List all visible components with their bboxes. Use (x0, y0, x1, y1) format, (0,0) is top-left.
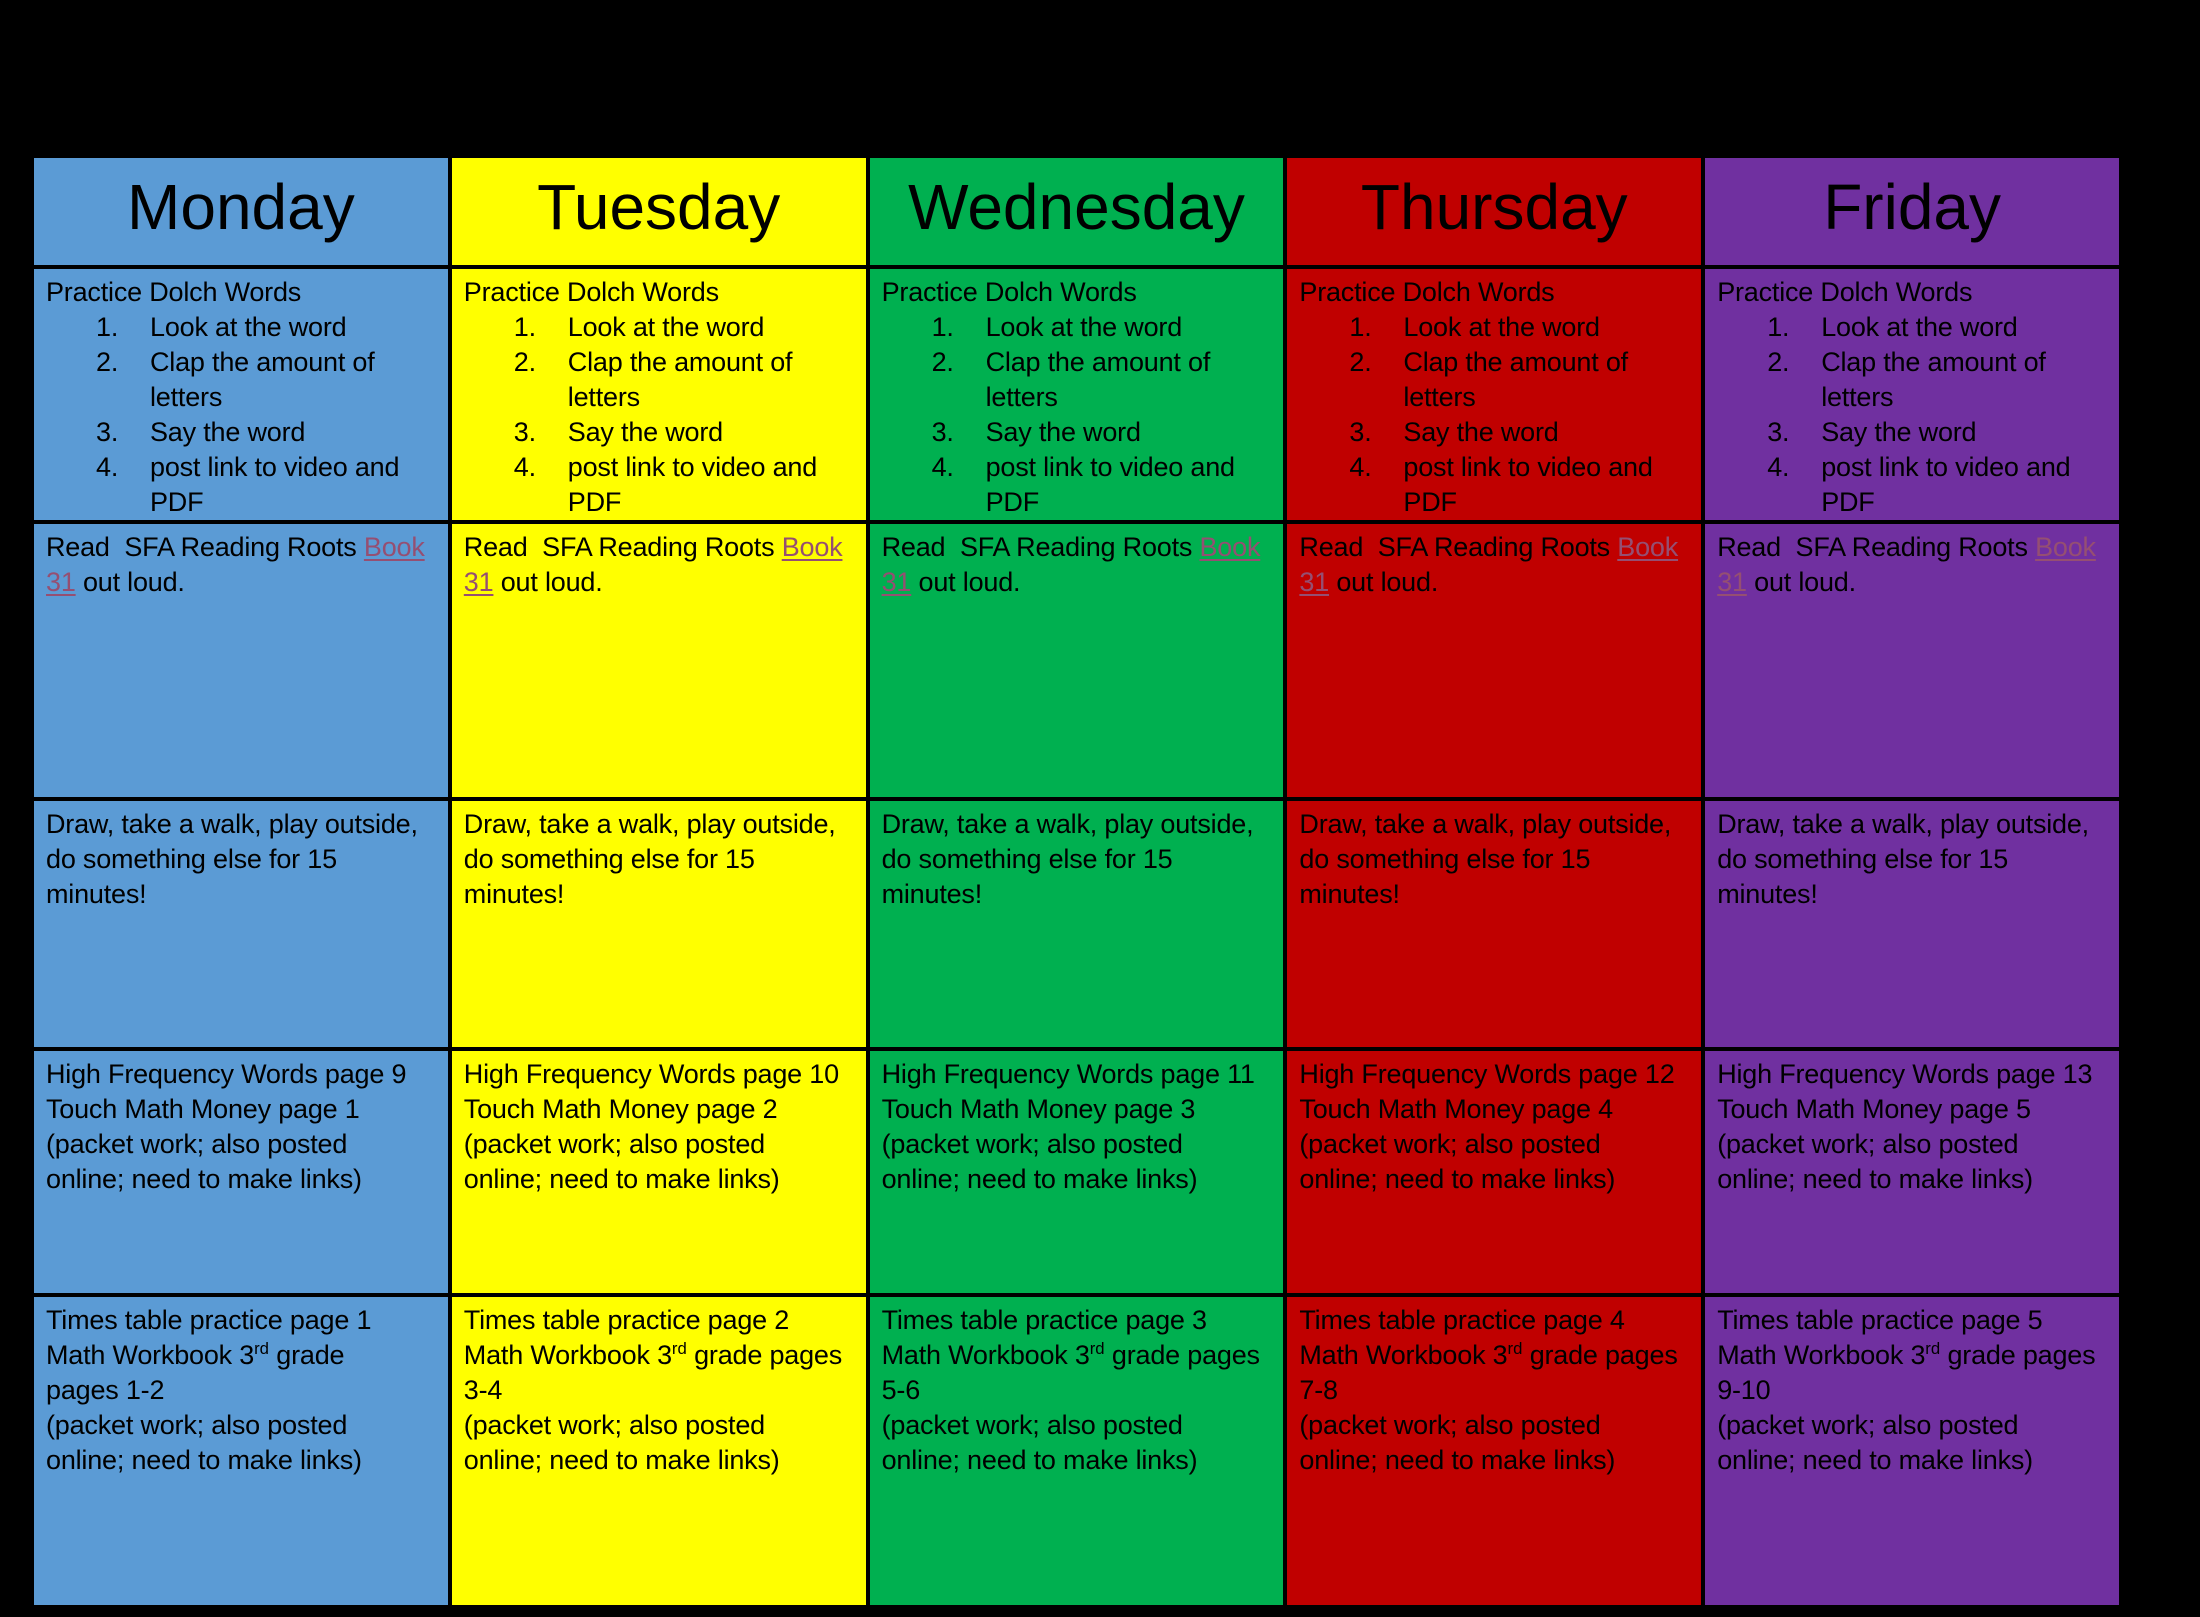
list-item-lines (150, 415, 440, 450)
book-31-link[interactable]: 31 (881, 567, 912, 597)
text-line: (packet work; also posted (881, 1410, 1183, 1440)
list-number: 1. (513, 312, 536, 342)
text-line: High Frequency Words page 13 (1717, 1059, 2093, 1089)
text-line: High Frequency Words page 11 (881, 1059, 1255, 1089)
wednesday-break-cell (868, 799, 1286, 1049)
text-line: online; need to make links) (463, 1445, 780, 1475)
text-line: High Frequency Words page 10 (463, 1059, 839, 1089)
list-number: 4. (931, 452, 954, 482)
ordinal-suffix: rd (254, 1339, 269, 1358)
reading-text: Read SFA Reading Roots (881, 532, 1200, 562)
dolch-list-item (1767, 345, 2111, 415)
reading-line (882, 565, 1276, 600)
text-line: Touch Math Money page 5 (1717, 1094, 2031, 1124)
reading-text: out loud. (1746, 567, 1856, 597)
tuesday-break-cell (450, 799, 868, 1049)
list-number: 2. (513, 347, 536, 377)
list-item-lines (568, 310, 858, 345)
text-line: online; need to make links) (1299, 1445, 1616, 1475)
day-header-tuesday: Tuesday (450, 156, 868, 267)
reading-line (1717, 565, 2111, 600)
thursday-break-cell (1285, 799, 1703, 1049)
text-line: online; need to make links) (1717, 1445, 2033, 1475)
list-item-lines (568, 450, 858, 520)
book-31-link[interactable]: Book (363, 532, 425, 562)
thursday-math-cell (1285, 1295, 1703, 1607)
list-item-lines (150, 450, 440, 520)
text-line: PDF (985, 487, 1039, 517)
text-line: Clap the amount of (1821, 347, 2046, 377)
dolch-list-item (1349, 345, 1693, 415)
reading-text: out loud. (75, 567, 185, 597)
text-line: 3-4 (463, 1375, 503, 1405)
text-line: 7-8 (1299, 1375, 1338, 1405)
list-item-lines (1821, 310, 2111, 345)
text-line: PDF (1403, 487, 1457, 517)
book-31-link[interactable]: 31 (46, 567, 76, 597)
math-text: Math Workbook 3 (1717, 1340, 1926, 1370)
text-line: Times table practice page 4 (1299, 1305, 1625, 1335)
list-item-lines (986, 415, 1276, 450)
thursday-practice-cell (1285, 267, 1703, 522)
text-line: pages 1-2 (46, 1375, 165, 1405)
book-31-link[interactable]: 31 (1717, 567, 1747, 597)
text-line: do something else for 15 (881, 844, 1173, 874)
dolch-list-item (514, 310, 858, 345)
list-number: 1. (1349, 312, 1372, 342)
monday-packet-cell (32, 1049, 450, 1295)
text-line: (packet work; also posted (46, 1410, 348, 1440)
list-item-lines (986, 345, 1276, 415)
list-number: 3. (1767, 417, 1790, 447)
text-line (1299, 1338, 1693, 1373)
wednesday-reading-cell (868, 522, 1286, 799)
dolch-list-item (1767, 450, 2111, 520)
friday-packet-cell (1703, 1049, 2121, 1295)
list-number: 1. (96, 312, 119, 342)
math-text: Math Workbook 3 (881, 1340, 1090, 1370)
ordinal-suffix: rd (671, 1339, 687, 1358)
list-item-lines (150, 345, 440, 415)
thursday-reading-cell (1285, 522, 1703, 799)
reading-line (1299, 565, 1693, 600)
text-line (464, 1338, 858, 1373)
text-line: Say the word (1821, 417, 1977, 447)
dolch-list-item (932, 310, 1276, 345)
list-number: 2. (931, 347, 954, 377)
math-text: grade (269, 1340, 345, 1370)
text-line: online; need to make links) (1299, 1164, 1616, 1194)
friday-break-cell (1703, 799, 2121, 1049)
text-line: do something else for 15 (1717, 844, 2009, 874)
reading-line (1299, 530, 1693, 565)
text-line: (packet work; also posted (881, 1129, 1183, 1159)
reading-text: Read SFA Reading Roots (1299, 532, 1618, 562)
read-sfa-row (32, 522, 2121, 799)
list-number: 1. (931, 312, 954, 342)
reading-line (46, 530, 440, 565)
text-line: 9-10 (1717, 1375, 1771, 1405)
math-text: grade pages (1104, 1340, 1260, 1370)
text-line: minutes! (881, 879, 983, 909)
text-line: letters (1403, 382, 1476, 412)
book-31-link[interactable]: Book (1617, 532, 1679, 562)
text-line: post link to video and (150, 452, 400, 482)
monday-math-cell (32, 1295, 450, 1607)
text-line: (packet work; also posted (1717, 1410, 2019, 1440)
book-31-link[interactable]: 31 (463, 567, 494, 597)
practice-dolch-words-row (32, 267, 2121, 522)
dolch-list-item (932, 345, 1276, 415)
math-text: Math Workbook 3 (46, 1340, 255, 1370)
text-line: post link to video and (567, 452, 818, 482)
text-line: Say the word (150, 417, 306, 447)
text-line: Touch Math Money page 1 (46, 1094, 360, 1124)
list-number: 4. (513, 452, 536, 482)
day-header-monday: Monday (32, 156, 450, 267)
text-line: online; need to make links) (881, 1164, 1198, 1194)
text-line: Clap the amount of (567, 347, 793, 377)
text-line: Draw, take a walk, play outside, (1299, 809, 1672, 839)
text-line: Draw, take a walk, play outside, (1717, 809, 2089, 839)
math-practice-row (32, 1295, 2121, 1607)
list-item-lines (1403, 310, 1693, 345)
dolch-list-item (1349, 450, 1693, 520)
text-line: online; need to make links) (46, 1445, 362, 1475)
text-line: Clap the amount of (1403, 347, 1628, 377)
text-line: Say the word (1403, 417, 1559, 447)
text-line: PDF (1821, 487, 1875, 517)
text-line: Look at the word (985, 312, 1183, 342)
text-line (1717, 1338, 2111, 1373)
list-item-lines (1821, 450, 2111, 520)
dolch-list-item (1767, 415, 2111, 450)
list-item-lines (986, 450, 1276, 520)
math-text: grade pages (1940, 1340, 2096, 1370)
list-number: 3. (931, 417, 954, 447)
list-item-lines (1403, 450, 1693, 520)
dolch-list-item (1767, 310, 2111, 345)
text-line: letters (567, 382, 640, 412)
list-item-lines (1403, 345, 1693, 415)
monday-practice-cell (32, 267, 450, 522)
list-item-lines (1403, 415, 1693, 450)
text-line: (packet work; also posted (463, 1410, 765, 1440)
text-line: Times table practice page 1 (46, 1305, 372, 1335)
day-header-friday: Friday (1703, 156, 2121, 267)
book-31-link[interactable]: Book (2035, 532, 2096, 562)
text-line: Draw, take a walk, play outside, (881, 809, 1254, 839)
text-line: Say the word (985, 417, 1141, 447)
ordinal-suffix: rd (1089, 1339, 1105, 1358)
reading-text: Read SFA Reading Roots (1717, 532, 2036, 562)
reading-line (46, 565, 440, 600)
text-line: Draw, take a walk, play outside, (463, 809, 836, 839)
monday-break-cell (32, 799, 450, 1049)
practice-title: Practice Dolch Words (46, 277, 302, 307)
text-line: online; need to make links) (881, 1445, 1198, 1475)
text-line: Times table practice page 2 (463, 1305, 790, 1335)
friday-reading-cell (1703, 522, 2121, 799)
reading-line (464, 530, 858, 565)
wednesday-practice-cell (868, 267, 1286, 522)
dolch-list-item (96, 415, 440, 450)
dolch-list-item (96, 345, 440, 415)
text-line: 5-6 (881, 1375, 921, 1405)
dolch-list-item (96, 310, 440, 345)
text-line: (packet work; also posted (46, 1129, 348, 1159)
list-item-lines (1821, 345, 2111, 415)
break-activity-row (32, 799, 2121, 1049)
text-line: Look at the word (1821, 312, 2018, 342)
practice-title: Practice Dolch Words (881, 277, 1137, 307)
friday-math-cell (1703, 1295, 2121, 1607)
dolch-list-item (514, 450, 858, 520)
list-number: 4. (1767, 452, 1790, 482)
text-line: do something else for 15 (46, 844, 337, 874)
text-line: Draw, take a walk, play outside, (46, 809, 418, 839)
list-item-lines (568, 345, 858, 415)
list-number: 2. (1349, 347, 1372, 377)
reading-text: out loud. (1329, 567, 1439, 597)
text-line: Times table practice page 3 (881, 1305, 1207, 1335)
text-line: Times table practice page 5 (1717, 1305, 2043, 1335)
list-number: 3. (96, 417, 119, 447)
wednesday-packet-cell (868, 1049, 1286, 1295)
wednesday-math-cell (868, 1295, 1286, 1607)
header-row (32, 156, 2121, 267)
text-line: Clap the amount of (150, 347, 375, 377)
dolch-list-item (1349, 415, 1693, 450)
text-line: post link to video and (1821, 452, 2071, 482)
text-line: letters (150, 382, 223, 412)
text-line: minutes! (46, 879, 147, 909)
reading-line (1717, 530, 2111, 565)
day-header-thursday: Thursday (1285, 156, 1703, 267)
text-line: post link to video and (985, 452, 1235, 482)
text-line: PDF (150, 487, 204, 517)
text-line: Touch Math Money page 3 (881, 1094, 1196, 1124)
math-text: Math Workbook 3 (463, 1340, 672, 1370)
text-line (46, 1338, 440, 1373)
reading-text: Read SFA Reading Roots (463, 532, 782, 562)
ordinal-suffix: rd (1507, 1339, 1523, 1358)
text-line: Look at the word (1403, 312, 1600, 342)
text-line: (packet work; also posted (463, 1129, 765, 1159)
text-line: do something else for 15 (1299, 844, 1591, 874)
reading-line (882, 530, 1276, 565)
day-header-wednesday: Wednesday (868, 156, 1286, 267)
dolch-list-item (514, 415, 858, 450)
text-line: Look at the word (567, 312, 765, 342)
list-item-lines (568, 415, 858, 450)
text-line: Touch Math Money page 2 (463, 1094, 778, 1124)
tuesday-reading-cell (450, 522, 868, 799)
book-31-link[interactable]: Book (781, 532, 843, 562)
dolch-list-item (932, 415, 1276, 450)
math-text: grade pages (1522, 1340, 1678, 1370)
ordinal-suffix: rd (1925, 1339, 1941, 1358)
text-line: PDF (567, 487, 622, 517)
reading-text: out loud. (493, 567, 603, 597)
list-number: 1. (1767, 312, 1790, 342)
tuesday-practice-cell (450, 267, 868, 522)
dolch-list-item (96, 450, 440, 520)
text-line: Look at the word (150, 312, 347, 342)
text-line: minutes! (1717, 879, 1818, 909)
text-line: online; need to make links) (1717, 1164, 2033, 1194)
monday-reading-cell (32, 522, 450, 799)
friday-practice-cell (1703, 267, 2121, 522)
text-line: High Frequency Words page 9 (46, 1059, 407, 1089)
text-line: online; need to make links) (463, 1164, 780, 1194)
text-line: minutes! (1299, 879, 1400, 909)
list-number: 2. (96, 347, 119, 377)
list-number: 4. (96, 452, 119, 482)
text-line: do something else for 15 (463, 844, 755, 874)
dolch-list-item (1349, 310, 1693, 345)
dolch-list-item (514, 345, 858, 415)
text-line: online; need to make links) (46, 1164, 362, 1194)
list-item-lines (150, 310, 440, 345)
book-31-link[interactable]: Book (1199, 532, 1261, 562)
list-item-lines (1821, 415, 2111, 450)
text-line: (packet work; also posted (1299, 1410, 1601, 1440)
math-text: Math Workbook 3 (1299, 1340, 1508, 1370)
text-line: post link to video and (1403, 452, 1653, 482)
list-number: 3. (1349, 417, 1372, 447)
packet-work-row (32, 1049, 2121, 1295)
text-line: (packet work; also posted (1299, 1129, 1601, 1159)
text-line: Clap the amount of (985, 347, 1211, 377)
weekly-schedule-table (30, 154, 2123, 1609)
text-line (882, 1338, 1276, 1373)
list-number: 4. (1349, 452, 1372, 482)
text-line: minutes! (463, 879, 565, 909)
text-line: (packet work; also posted (1717, 1129, 2019, 1159)
text-line: letters (1821, 382, 1894, 412)
reading-text: Read SFA Reading Roots (46, 532, 364, 562)
text-line: High Frequency Words page 12 (1299, 1059, 1675, 1089)
text-line: letters (985, 382, 1058, 412)
list-number: 3. (513, 417, 536, 447)
tuesday-math-cell (450, 1295, 868, 1607)
math-text: grade pages (686, 1340, 843, 1370)
list-number: 2. (1767, 347, 1790, 377)
thursday-packet-cell (1285, 1049, 1703, 1295)
text-line: Touch Math Money page 4 (1299, 1094, 1613, 1124)
practice-title: Practice Dolch Words (463, 277, 719, 307)
reading-line (464, 565, 858, 600)
book-31-link[interactable]: 31 (1299, 567, 1330, 597)
practice-title: Practice Dolch Words (1717, 277, 1973, 307)
dolch-list-item (932, 450, 1276, 520)
text-line: Say the word (567, 417, 723, 447)
tuesday-packet-cell (450, 1049, 868, 1295)
reading-text: out loud. (911, 567, 1021, 597)
practice-title: Practice Dolch Words (1299, 277, 1555, 307)
list-item-lines (986, 310, 1276, 345)
